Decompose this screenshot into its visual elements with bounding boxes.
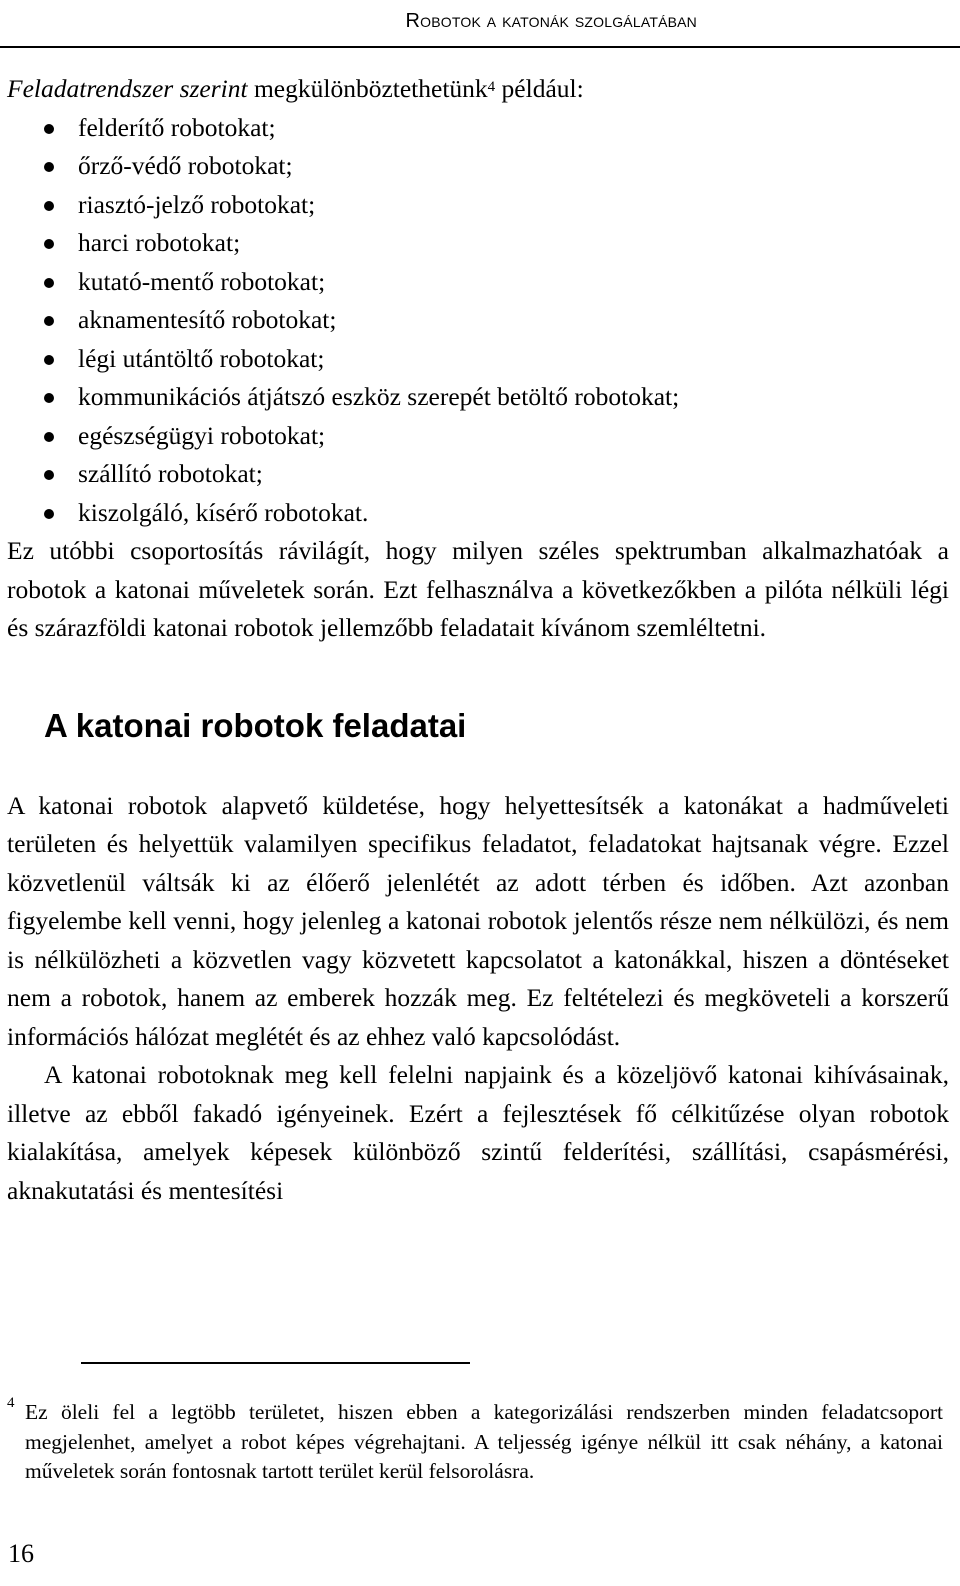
list-item-text: szállító robotokat; [78, 459, 263, 488]
list-item [7, 455, 949, 494]
page-number: 16 [8, 1539, 34, 1568]
list-item [7, 378, 949, 417]
footnote-divider [81, 1362, 470, 1364]
list-item [7, 186, 949, 225]
footnote-mark: 4 [7, 1395, 15, 1411]
list-item-text: légi utántöltő robotokat; [78, 343, 325, 373]
task-list [7, 109, 949, 533]
list-item-text: harci robotokat; [78, 228, 241, 257]
list-item [7, 301, 949, 340]
footnote-text: Ez öleli fel a legtöbb területet, hiszen ebben a kategorizálási rendszerben minden feladatcsoport megjelenhet, amelyet a robot képes végrehajtani. A teljesség igénye nélkül itt csak néhány, a katonai műveletek során fontosnak tartott terület kerül felsorolásra. [25, 1400, 943, 1483]
list-item-text: kommunikációs átjátszó eszköz szerepét betöltő robotokat; [78, 382, 680, 411]
list-item [7, 147, 949, 186]
body-paragraph: A katonai robotok alapvető küldetése, hogy helyettesítsék a katonákat a hadműveleti területen és helyettük valamilyen specifikus feladatot, feladatokat hajtsanak végre. Ezzel közvetlenül váltsák ki az élőerő jelenlétét az adott térben és időben. Azt azonban figyelembe kell venni, hogy jelenleg a katonai robotok jelentős része nem nélkülözi, és nem is nélkülözheti a közvetlen vagy közvetett kapcsolatot a katonákkal, hiszen a döntéseket nem a robotok, hanem az emberek hozzák meg. Ez feltételezi és megköveteli a korszerű információs hálózat meglétét és az ehhez való kapcsolódást. [7, 790, 949, 1051]
footnote [7, 1395, 943, 1487]
intro-italic-lead: Feladatrendszer szerint [7, 74, 248, 103]
list-item-text: kiszolgáló, kísérő robotokat. [78, 497, 369, 527]
running-head-title: Robotok a katonák szolgálatában [405, 10, 697, 32]
footnote-reference[interactable]: 4 [487, 79, 496, 95]
page-body [7, 70, 949, 1210]
list-item [7, 340, 949, 379]
list-item-text: aknamentesítő robotokat; [78, 305, 337, 334]
list-item [7, 109, 949, 148]
list-item-text: egészségügyi robotokat; [78, 420, 326, 450]
list-item [7, 417, 949, 456]
bullet-icon [44, 239, 54, 249]
bullet-icon [44, 393, 54, 403]
list-item-text: őrző-védő robotokat; [78, 151, 293, 180]
bullet-icon [44, 201, 54, 211]
list-item [7, 494, 949, 533]
bullet-icon [44, 316, 54, 326]
list-item-text: felderítő robotokat; [78, 112, 276, 142]
summary-paragraph: Ez utóbbi csoportosítás rávilágít, hogy milyen széles spektrumban alkalmazhatóak a robotok a katonai műveletek során. Ezt felhasználva a következőkben a pilóta nélküli légi és szárazföldi katonai robotok jellemzőbb feladatait kívánom szemléltetni. [7, 536, 949, 642]
intro-tail: például: [495, 74, 584, 103]
list-item [7, 263, 949, 302]
bullet-icon [44, 509, 54, 519]
bullet-icon [44, 470, 54, 480]
list-item-text: kutató-mentő robotokat; [78, 266, 326, 296]
section-title: A katonai robotok feladatai [44, 706, 467, 744]
bullet-icon [44, 124, 54, 134]
list-item-text: riasztó-jelző robotokat; [78, 189, 316, 219]
bullet-icon [44, 432, 54, 442]
body-paragraph: A katonai robotoknak meg kell felelni napjaink és a közeljövő katonai kihívásainak, illetve az ebből fakadó igényeinek. Ezért a fejlesztések fő célkitűzése olyan robotok kialakítása, amelyek képesek különböző szintű felderítési, szállítási, csapásmérési, aknakutatási és mentesítési [7, 1060, 949, 1205]
intro-line [7, 70, 949, 109]
running-head [0, 0, 960, 48]
bullet-icon [44, 278, 54, 288]
bullet-icon [44, 162, 54, 172]
list-item [7, 224, 949, 263]
intro-text: megkülönböztethetünk [247, 74, 488, 103]
bullet-icon [44, 355, 54, 365]
